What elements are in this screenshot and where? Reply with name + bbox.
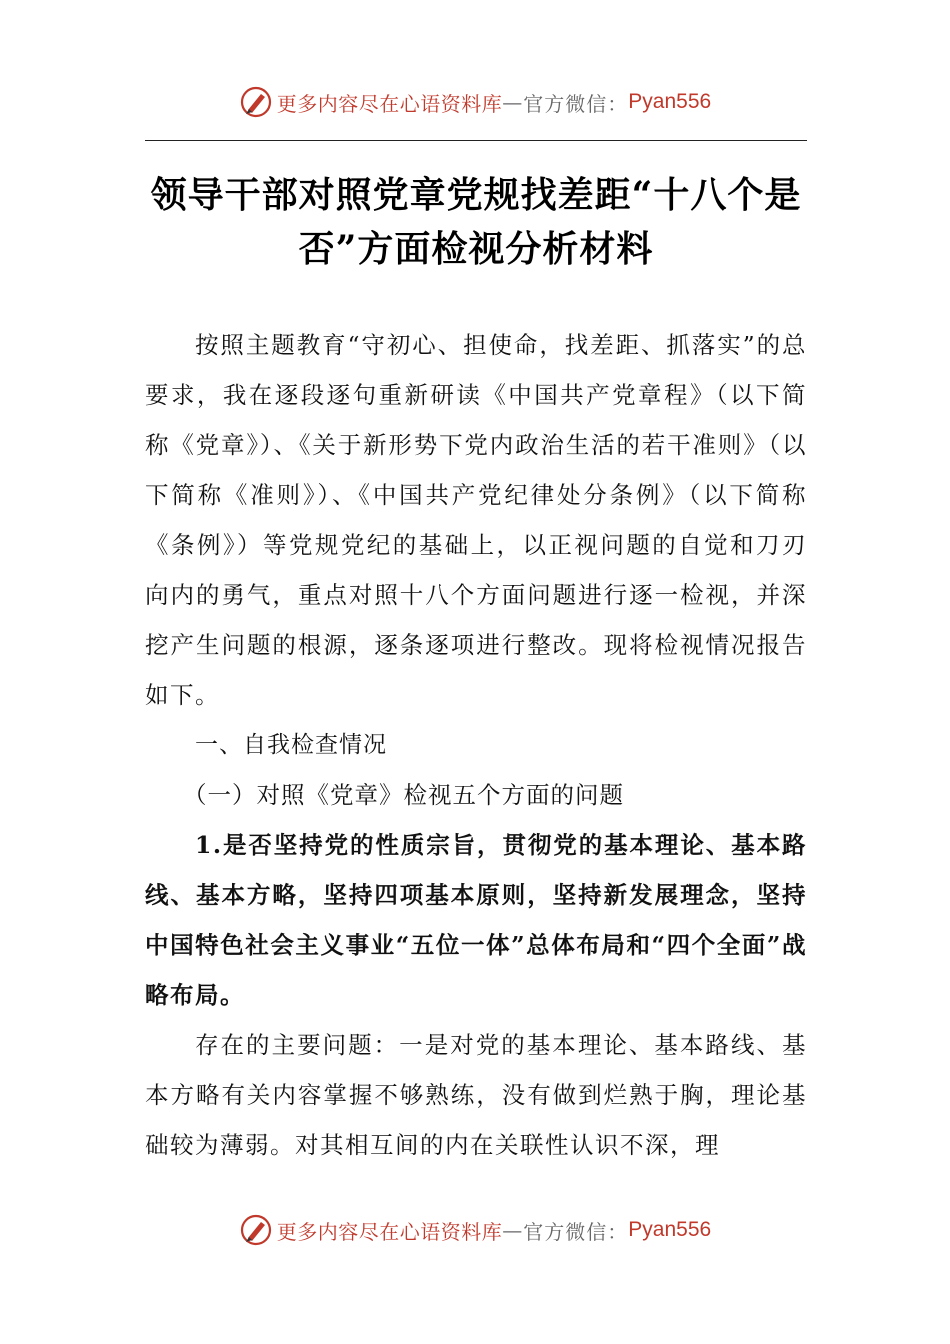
header-divider	[145, 140, 807, 141]
watermark-code: Pyan556	[628, 90, 712, 113]
section-heading: 一、自我检查情况	[195, 732, 387, 758]
watermark-separator: —	[502, 1218, 524, 1242]
document-title: 领导干部对照党章党规找差距“十八个是否”方面检视分析材料	[150, 174, 802, 270]
subsection-heading: （一）对照《党章》检视五个方面的问题	[183, 781, 624, 809]
watermark-brand-text: 更多内容尽在心语资料库	[276, 91, 503, 116]
watermark-separator: —	[502, 90, 524, 114]
header-watermark	[0, 82, 950, 122]
watermark-code: Pyan556	[628, 1218, 712, 1241]
problem-paragraph: 存在的主要问题：一是对党的基本理论、基本路线、基本方略有关内容掌握不够熟练，没有做到烂熟于胸，理论基础较为薄弱。对其相互间的内在关联性认识不深，理	[145, 1031, 807, 1159]
footer-watermark	[0, 1210, 950, 1250]
watermark-channel-label: 官方微信：	[523, 1219, 629, 1244]
intro-paragraph: 按照主题教育“守初心、担使命，找差距、抓落实”的总要求，我在逐段逐句重新研读《中国共产党章程》（以下简称《党章》）、《关于新形势下党内政治生活的若干准则》（以下简称《准则》）、《中国共产党纪律处分条例》（以下简称《条例》）等党规党纪的基础上，以正视问题的自觉和刀刃向内的勇气，重点对照十八个方面问题进行逐一检视，并深挖产生问题的根源，逐条逐项进行整改。现将检视情况报告如下。	[145, 331, 807, 709]
item-heading: 1.是否坚持党的性质宗旨，贯彻党的基本理论、基本路线、基本方略，坚持四项基本原则，坚持新发展理念，坚持中国特色社会主义事业“五位一体”总体布局和“四个全面”战略布局。	[145, 831, 807, 1009]
pen-circle-icon	[239, 85, 273, 119]
watermark-channel-label: 官方微信：	[523, 91, 629, 116]
document-body	[145, 320, 807, 1170]
pen-circle-icon	[239, 1213, 273, 1247]
watermark-brand-text: 更多内容尽在心语资料库	[276, 1219, 503, 1244]
